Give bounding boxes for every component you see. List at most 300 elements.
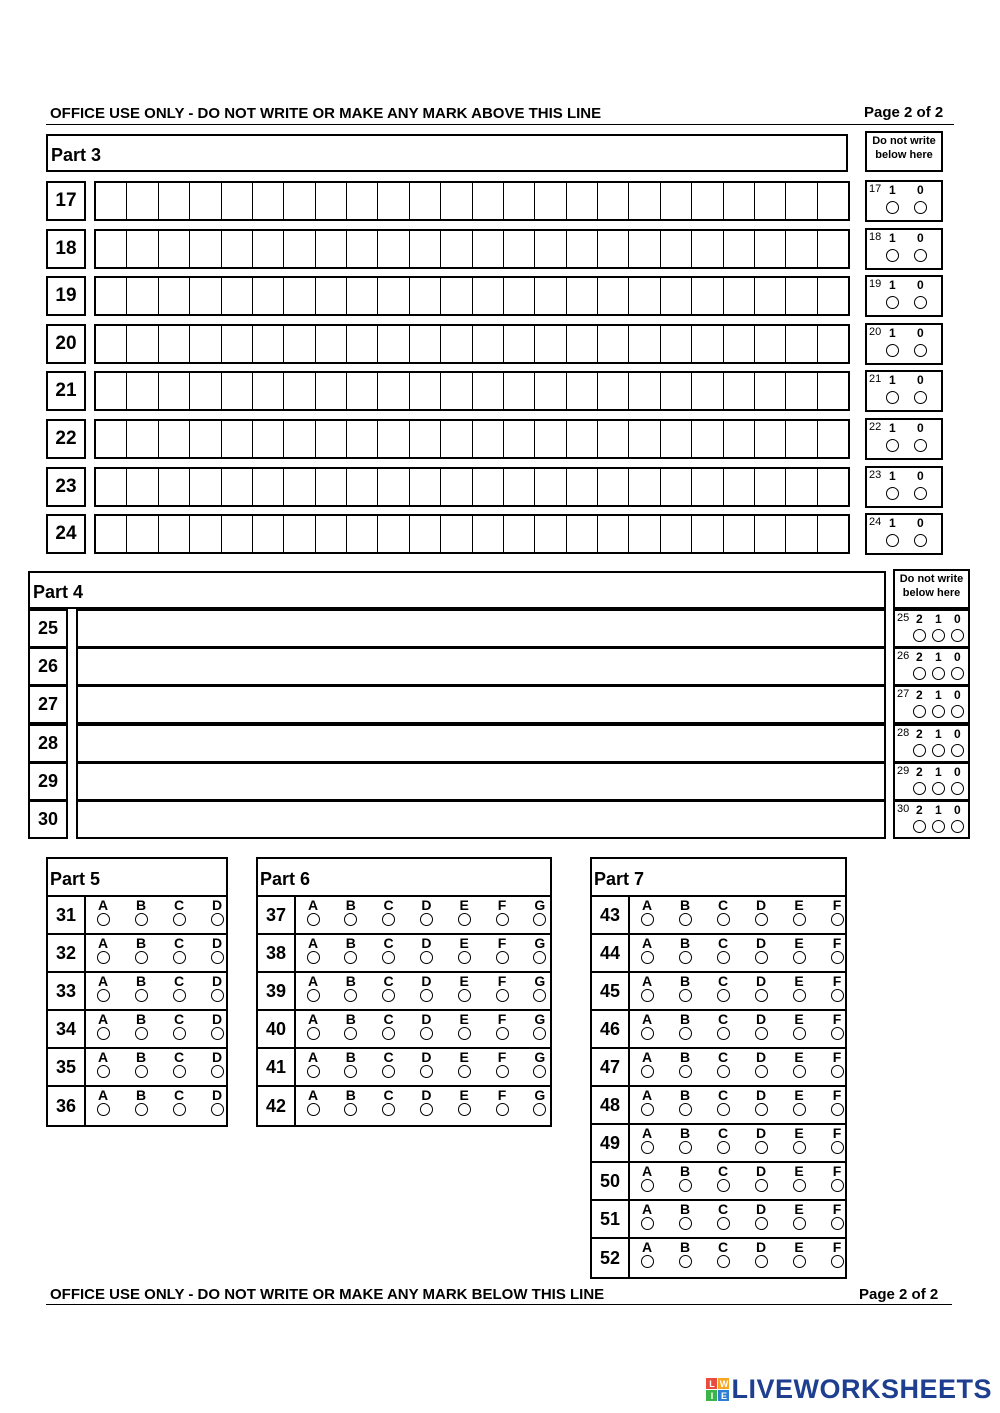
letter-cell[interactable]	[473, 373, 504, 409]
option-e[interactable]	[791, 898, 807, 926]
letter-cell[interactable]	[127, 469, 158, 505]
letter-cell[interactable]	[284, 326, 315, 362]
letter-cell[interactable]	[535, 421, 566, 457]
option-g[interactable]	[532, 1088, 548, 1116]
letter-cell[interactable]	[378, 373, 409, 409]
option-bubble[interactable]	[211, 913, 224, 926]
letter-cell[interactable]	[347, 421, 378, 457]
letter-cell[interactable]	[692, 326, 723, 362]
option-c[interactable]	[715, 1240, 731, 1268]
letter-cell[interactable]	[661, 183, 692, 219]
option-bubble[interactable]	[679, 951, 692, 964]
letter-cell[interactable]	[159, 278, 190, 314]
option-bubble[interactable]	[641, 1255, 654, 1268]
letter-cell[interactable]	[598, 469, 629, 505]
option-b[interactable]	[343, 1012, 359, 1040]
option-c[interactable]	[171, 1012, 187, 1040]
option-a[interactable]	[639, 1126, 655, 1154]
letter-cell[interactable]	[410, 421, 441, 457]
option-f[interactable]	[829, 1050, 845, 1078]
score-bubble[interactable]	[913, 667, 926, 680]
letter-cell[interactable]	[441, 469, 472, 505]
letter-cell[interactable]	[473, 516, 504, 552]
option-bubble[interactable]	[307, 1103, 320, 1116]
option-c[interactable]	[381, 1012, 397, 1040]
option-b[interactable]	[343, 898, 359, 926]
option-e[interactable]	[456, 936, 472, 964]
option-a[interactable]	[305, 936, 321, 964]
option-bubble[interactable]	[382, 1103, 395, 1116]
letter-cell[interactable]	[316, 421, 347, 457]
part4-answer-line[interactable]	[76, 609, 886, 648]
letter-cell[interactable]	[253, 183, 284, 219]
option-c[interactable]	[715, 1202, 731, 1230]
option-e[interactable]	[456, 1050, 472, 1078]
letter-cell[interactable]	[190, 469, 221, 505]
letter-cell[interactable]	[222, 278, 253, 314]
option-bubble[interactable]	[679, 1065, 692, 1078]
letter-cell[interactable]	[535, 469, 566, 505]
letter-cell[interactable]	[786, 231, 817, 267]
letter-cell[interactable]	[190, 516, 221, 552]
option-bubble[interactable]	[458, 989, 471, 1002]
letter-cell[interactable]	[755, 231, 786, 267]
option-bubble[interactable]	[97, 1027, 110, 1040]
score-bubble[interactable]	[914, 344, 927, 357]
letter-cell[interactable]	[692, 231, 723, 267]
letter-cell[interactable]	[441, 373, 472, 409]
letter-cell[interactable]	[159, 421, 190, 457]
letter-cell[interactable]	[347, 183, 378, 219]
option-a[interactable]	[95, 974, 111, 1002]
option-f[interactable]	[829, 936, 845, 964]
option-bubble[interactable]	[496, 951, 509, 964]
score-bubble[interactable]	[914, 296, 927, 309]
option-bubble[interactable]	[135, 1027, 148, 1040]
option-a[interactable]	[95, 1012, 111, 1040]
option-bubble[interactable]	[641, 1065, 654, 1078]
letter-cell[interactable]	[473, 183, 504, 219]
letter-cell[interactable]	[222, 516, 253, 552]
part4-answer-line[interactable]	[76, 685, 886, 724]
letter-cell[interactable]	[190, 421, 221, 457]
letter-cell[interactable]	[535, 373, 566, 409]
option-d[interactable]	[209, 1012, 225, 1040]
letter-cell[interactable]	[284, 421, 315, 457]
option-bubble[interactable]	[641, 1141, 654, 1154]
option-bubble[interactable]	[793, 1065, 806, 1078]
option-bubble[interactable]	[496, 1103, 509, 1116]
letter-cell[interactable]	[253, 326, 284, 362]
letter-cell[interactable]	[410, 183, 441, 219]
score-bubble[interactable]	[886, 296, 899, 309]
letter-cell[interactable]	[127, 278, 158, 314]
option-bubble[interactable]	[211, 989, 224, 1002]
option-f[interactable]	[494, 898, 510, 926]
option-bubble[interactable]	[679, 1141, 692, 1154]
option-bubble[interactable]	[793, 913, 806, 926]
letter-cell[interactable]	[786, 183, 817, 219]
option-d[interactable]	[209, 936, 225, 964]
option-c[interactable]	[715, 936, 731, 964]
score-bubble[interactable]	[886, 534, 899, 547]
letter-cell[interactable]	[222, 421, 253, 457]
option-bubble[interactable]	[641, 913, 654, 926]
option-bubble[interactable]	[641, 1217, 654, 1230]
option-bubble[interactable]	[97, 913, 110, 926]
option-bubble[interactable]	[382, 989, 395, 1002]
option-b[interactable]	[133, 1088, 149, 1116]
letter-cell[interactable]	[629, 326, 660, 362]
option-b[interactable]	[343, 1088, 359, 1116]
letter-cell[interactable]	[410, 516, 441, 552]
part3-answer-cells[interactable]	[94, 181, 850, 221]
letter-cell[interactable]	[724, 278, 755, 314]
letter-cell[interactable]	[755, 278, 786, 314]
option-bubble[interactable]	[831, 913, 844, 926]
option-bubble[interactable]	[831, 1255, 844, 1268]
option-bubble[interactable]	[679, 1179, 692, 1192]
option-d[interactable]	[753, 1050, 769, 1078]
score-bubble[interactable]	[932, 667, 945, 680]
option-g[interactable]	[532, 1050, 548, 1078]
option-c[interactable]	[715, 1164, 731, 1192]
letter-cell[interactable]	[755, 373, 786, 409]
letter-cell[interactable]	[284, 516, 315, 552]
letter-cell[interactable]	[724, 469, 755, 505]
option-bubble[interactable]	[641, 951, 654, 964]
option-bubble[interactable]	[717, 1217, 730, 1230]
letter-cell[interactable]	[127, 421, 158, 457]
option-bubble[interactable]	[97, 1103, 110, 1116]
option-bubble[interactable]	[717, 1065, 730, 1078]
option-bubble[interactable]	[831, 1065, 844, 1078]
option-f[interactable]	[829, 974, 845, 1002]
option-c[interactable]	[715, 898, 731, 926]
letter-cell[interactable]	[724, 421, 755, 457]
score-bubble[interactable]	[913, 705, 926, 718]
option-bubble[interactable]	[717, 913, 730, 926]
letter-cell[interactable]	[473, 231, 504, 267]
letter-cell[interactable]	[598, 326, 629, 362]
option-bubble[interactable]	[344, 1103, 357, 1116]
option-bubble[interactable]	[211, 1065, 224, 1078]
option-bubble[interactable]	[344, 951, 357, 964]
letter-cell[interactable]	[755, 469, 786, 505]
option-e[interactable]	[456, 1012, 472, 1040]
option-bubble[interactable]	[717, 1255, 730, 1268]
option-bubble[interactable]	[755, 1103, 768, 1116]
score-bubble[interactable]	[886, 391, 899, 404]
letter-cell[interactable]	[222, 231, 253, 267]
score-bubble[interactable]	[886, 249, 899, 262]
option-c[interactable]	[171, 898, 187, 926]
letter-cell[interactable]	[661, 231, 692, 267]
score-bubble[interactable]	[951, 782, 964, 795]
letter-cell[interactable]	[629, 373, 660, 409]
score-bubble[interactable]	[886, 487, 899, 500]
score-bubble[interactable]	[932, 705, 945, 718]
letter-cell[interactable]	[661, 278, 692, 314]
option-a[interactable]	[95, 1088, 111, 1116]
option-c[interactable]	[171, 936, 187, 964]
option-bubble[interactable]	[458, 913, 471, 926]
letter-cell[interactable]	[535, 278, 566, 314]
letter-cell[interactable]	[786, 278, 817, 314]
letter-cell[interactable]	[410, 326, 441, 362]
letter-cell[interactable]	[724, 183, 755, 219]
option-bubble[interactable]	[135, 1065, 148, 1078]
option-a[interactable]	[639, 1164, 655, 1192]
option-f[interactable]	[494, 1012, 510, 1040]
option-c[interactable]	[381, 1050, 397, 1078]
letter-cell[interactable]	[190, 326, 221, 362]
option-bubble[interactable]	[533, 951, 546, 964]
letter-cell[interactable]	[316, 183, 347, 219]
option-bubble[interactable]	[679, 1255, 692, 1268]
letter-cell[interactable]	[818, 373, 848, 409]
letter-cell[interactable]	[222, 183, 253, 219]
part3-answer-cells[interactable]	[94, 276, 850, 316]
option-bubble[interactable]	[307, 989, 320, 1002]
score-bubble[interactable]	[951, 705, 964, 718]
option-b[interactable]	[677, 1012, 693, 1040]
option-bubble[interactable]	[135, 1103, 148, 1116]
option-bubble[interactable]	[717, 951, 730, 964]
option-bubble[interactable]	[173, 989, 186, 1002]
letter-cell[interactable]	[629, 278, 660, 314]
option-bubble[interactable]	[458, 1103, 471, 1116]
letter-cell[interactable]	[535, 326, 566, 362]
letter-cell[interactable]	[692, 183, 723, 219]
score-bubble[interactable]	[886, 344, 899, 357]
score-bubble[interactable]	[932, 629, 945, 642]
part3-answer-cells[interactable]	[94, 229, 850, 269]
option-c[interactable]	[715, 1012, 731, 1040]
option-g[interactable]	[532, 936, 548, 964]
option-a[interactable]	[95, 898, 111, 926]
option-bubble[interactable]	[717, 1141, 730, 1154]
option-bubble[interactable]	[173, 1065, 186, 1078]
letter-cell[interactable]	[96, 516, 127, 552]
option-c[interactable]	[171, 1050, 187, 1078]
option-bubble[interactable]	[755, 951, 768, 964]
option-bubble[interactable]	[458, 951, 471, 964]
letter-cell[interactable]	[96, 326, 127, 362]
letter-cell[interactable]	[629, 469, 660, 505]
option-b[interactable]	[133, 974, 149, 1002]
option-b[interactable]	[343, 1050, 359, 1078]
letter-cell[interactable]	[598, 516, 629, 552]
letter-cell[interactable]	[786, 373, 817, 409]
option-bubble[interactable]	[533, 1103, 546, 1116]
part3-answer-cells[interactable]	[94, 467, 850, 507]
option-bubble[interactable]	[533, 989, 546, 1002]
part3-answer-cells[interactable]	[94, 514, 850, 554]
letter-cell[interactable]	[347, 373, 378, 409]
letter-cell[interactable]	[378, 516, 409, 552]
letter-cell[interactable]	[316, 373, 347, 409]
option-d[interactable]	[753, 974, 769, 1002]
letter-cell[interactable]	[253, 278, 284, 314]
letter-cell[interactable]	[190, 373, 221, 409]
option-bubble[interactable]	[97, 989, 110, 1002]
letter-cell[interactable]	[755, 421, 786, 457]
option-a[interactable]	[639, 974, 655, 1002]
letter-cell[interactable]	[441, 326, 472, 362]
letter-cell[interactable]	[567, 231, 598, 267]
letter-cell[interactable]	[598, 183, 629, 219]
letter-cell[interactable]	[818, 326, 848, 362]
option-bubble[interactable]	[793, 951, 806, 964]
score-bubble[interactable]	[951, 629, 964, 642]
score-bubble[interactable]	[913, 744, 926, 757]
letter-cell[interactable]	[692, 278, 723, 314]
letter-cell[interactable]	[284, 183, 315, 219]
option-bubble[interactable]	[496, 1065, 509, 1078]
option-b[interactable]	[133, 936, 149, 964]
option-bubble[interactable]	[211, 951, 224, 964]
letter-cell[interactable]	[629, 516, 660, 552]
option-bubble[interactable]	[793, 989, 806, 1002]
letter-cell[interactable]	[786, 469, 817, 505]
option-b[interactable]	[133, 898, 149, 926]
letter-cell[interactable]	[410, 469, 441, 505]
letter-cell[interactable]	[127, 373, 158, 409]
letter-cell[interactable]	[347, 278, 378, 314]
option-bubble[interactable]	[755, 1141, 768, 1154]
letter-cell[interactable]	[786, 326, 817, 362]
letter-cell[interactable]	[284, 231, 315, 267]
letter-cell[interactable]	[535, 516, 566, 552]
option-bubble[interactable]	[307, 1027, 320, 1040]
option-bubble[interactable]	[831, 951, 844, 964]
letter-cell[interactable]	[504, 278, 535, 314]
letter-cell[interactable]	[347, 231, 378, 267]
score-bubble[interactable]	[914, 391, 927, 404]
letter-cell[interactable]	[818, 183, 848, 219]
part4-answer-line[interactable]	[76, 724, 886, 763]
option-g[interactable]	[532, 898, 548, 926]
option-bubble[interactable]	[344, 989, 357, 1002]
option-e[interactable]	[456, 974, 472, 1002]
letter-cell[interactable]	[535, 231, 566, 267]
letter-cell[interactable]	[190, 183, 221, 219]
letter-cell[interactable]	[504, 421, 535, 457]
score-bubble[interactable]	[913, 820, 926, 833]
letter-cell[interactable]	[222, 373, 253, 409]
option-bubble[interactable]	[679, 913, 692, 926]
option-b[interactable]	[677, 1240, 693, 1268]
letter-cell[interactable]	[159, 469, 190, 505]
part3-answer-cells[interactable]	[94, 419, 850, 459]
option-d[interactable]	[753, 1126, 769, 1154]
letter-cell[interactable]	[316, 278, 347, 314]
option-bubble[interactable]	[831, 1141, 844, 1154]
letter-cell[interactable]	[284, 278, 315, 314]
score-bubble[interactable]	[913, 782, 926, 795]
letter-cell[interactable]	[378, 469, 409, 505]
letter-cell[interactable]	[567, 278, 598, 314]
option-bubble[interactable]	[173, 1103, 186, 1116]
option-a[interactable]	[639, 1088, 655, 1116]
score-bubble[interactable]	[932, 744, 945, 757]
letter-cell[interactable]	[567, 183, 598, 219]
letter-cell[interactable]	[127, 183, 158, 219]
letter-cell[interactable]	[629, 183, 660, 219]
letter-cell[interactable]	[96, 231, 127, 267]
option-f[interactable]	[829, 1164, 845, 1192]
option-e[interactable]	[791, 1088, 807, 1116]
option-bubble[interactable]	[793, 1179, 806, 1192]
score-bubble[interactable]	[914, 534, 927, 547]
option-bubble[interactable]	[382, 1027, 395, 1040]
option-f[interactable]	[494, 974, 510, 1002]
letter-cell[interactable]	[253, 469, 284, 505]
letter-cell[interactable]	[378, 183, 409, 219]
option-e[interactable]	[456, 1088, 472, 1116]
option-bubble[interactable]	[755, 989, 768, 1002]
option-bubble[interactable]	[831, 1027, 844, 1040]
option-bubble[interactable]	[679, 1217, 692, 1230]
option-bubble[interactable]	[533, 1065, 546, 1078]
part3-answer-cells[interactable]	[94, 371, 850, 411]
option-b[interactable]	[677, 974, 693, 1002]
option-e[interactable]	[791, 1050, 807, 1078]
option-bubble[interactable]	[717, 1027, 730, 1040]
letter-cell[interactable]	[504, 326, 535, 362]
option-d[interactable]	[753, 1012, 769, 1040]
letter-cell[interactable]	[504, 231, 535, 267]
letter-cell[interactable]	[661, 516, 692, 552]
option-bubble[interactable]	[641, 1179, 654, 1192]
letter-cell[interactable]	[504, 183, 535, 219]
option-bubble[interactable]	[755, 1065, 768, 1078]
letter-cell[interactable]	[316, 326, 347, 362]
option-bubble[interactable]	[641, 989, 654, 1002]
option-bubble[interactable]	[641, 1027, 654, 1040]
letter-cell[interactable]	[818, 231, 848, 267]
option-bubble[interactable]	[382, 951, 395, 964]
option-b[interactable]	[677, 1126, 693, 1154]
letter-cell[interactable]	[535, 183, 566, 219]
letter-cell[interactable]	[284, 469, 315, 505]
letter-cell[interactable]	[127, 326, 158, 362]
option-e[interactable]	[791, 936, 807, 964]
letter-cell[interactable]	[441, 421, 472, 457]
option-a[interactable]	[639, 898, 655, 926]
score-bubble[interactable]	[914, 439, 927, 452]
option-a[interactable]	[305, 1050, 321, 1078]
option-bubble[interactable]	[755, 1217, 768, 1230]
letter-cell[interactable]	[629, 421, 660, 457]
option-bubble[interactable]	[173, 913, 186, 926]
option-f[interactable]	[829, 1012, 845, 1040]
option-bubble[interactable]	[211, 1027, 224, 1040]
letter-cell[interactable]	[598, 373, 629, 409]
option-bubble[interactable]	[755, 1255, 768, 1268]
letter-cell[interactable]	[818, 278, 848, 314]
letter-cell[interactable]	[410, 278, 441, 314]
letter-cell[interactable]	[441, 278, 472, 314]
option-d[interactable]	[753, 1088, 769, 1116]
option-d[interactable]	[418, 936, 434, 964]
letter-cell[interactable]	[441, 516, 472, 552]
option-a[interactable]	[639, 1050, 655, 1078]
letter-cell[interactable]	[159, 183, 190, 219]
letter-cell[interactable]	[159, 326, 190, 362]
option-f[interactable]	[494, 1050, 510, 1078]
